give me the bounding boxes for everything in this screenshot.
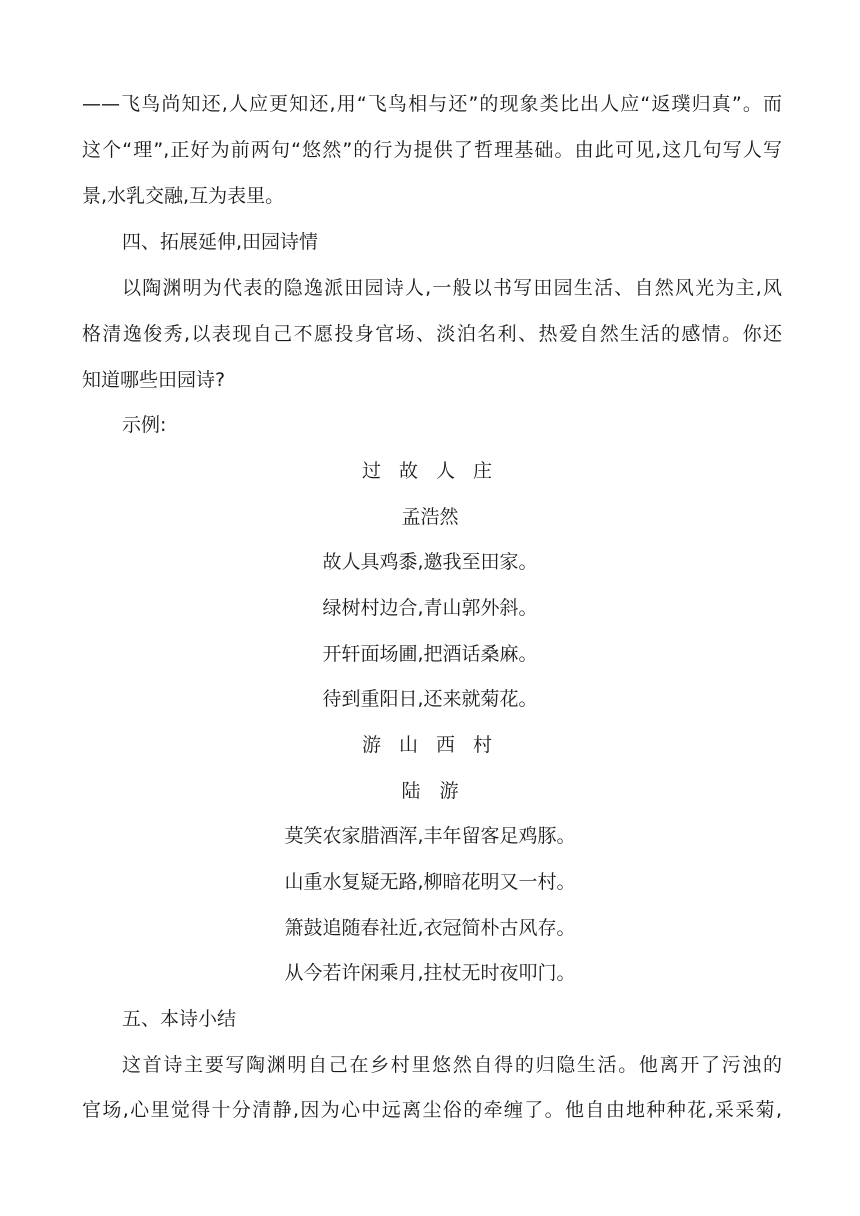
poem-1-line-1: 故人具鸡黍,邀我至田家。	[322, 551, 538, 573]
section-4-heading: 四、拓展延伸,田园诗情	[122, 231, 319, 253]
paragraph-1-line-2: 这个“理”,正好为前两句“悠然”的行为提供了哲理基础。由此可见,这几句写人写	[82, 139, 782, 161]
poem-1-author: 孟浩然	[401, 506, 459, 528]
poem-1-line-4: 待到重阳日,还来就菊花。	[322, 688, 538, 710]
poem-2-line-2: 山重水复疑无路,柳暗花明又一村。	[284, 871, 576, 893]
poem-1-line-2: 绿树村边合,青山郭外斜。	[322, 597, 538, 619]
poem-2-line-1: 莫笑农家腊酒浑,丰年留客足鸡豚。	[284, 825, 576, 847]
paragraph-2-line-1: 以陶渊明为代表的隐逸派田园诗人,一般以书写田园生活、自然风光为主,风	[122, 277, 782, 299]
poem-1-title: 过 故 人 庄	[361, 460, 499, 482]
paragraph-3-line-1: 这首诗主要写陶渊明自己在乡村里悠然自得的归隐生活。他离开了污浊的	[122, 1054, 782, 1076]
paragraph-3-line-2: 官场,心里觉得十分清静,因为心中远离尘俗的牵缠了。他自由地种种花,采采菊,	[82, 1099, 782, 1121]
poem-2-line-4: 从今若许闲乘月,拄杖无时夜叩门。	[284, 962, 576, 984]
paragraph-2-line-2: 格清逸俊秀,以表现自己不愿投身官场、淡泊名利、热爱自然生活的感情。你还	[82, 323, 782, 345]
poem-2-author: 陆 游	[401, 780, 459, 802]
paragraph-1-line-1: ——飞鸟尚知还,人应更知还,用“飞鸟相与还”的现象类比出人应“返璞归真”。而	[82, 93, 782, 115]
paragraph-2-line-3: 知道哪些田园诗?	[82, 369, 226, 391]
poem-2-line-3: 箫鼓追随春社近,衣冠简朴古风存。	[284, 917, 576, 939]
paragraph-1-line-3: 景,水乳交融,互为表里。	[82, 185, 285, 207]
poem-2-title: 游 山 西 村	[361, 734, 499, 756]
poem-1-line-3: 开轩面场圃,把酒话桑麻。	[322, 643, 538, 665]
section-5-heading: 五、本诗小结	[122, 1008, 237, 1030]
example-label: 示例:	[122, 414, 167, 436]
